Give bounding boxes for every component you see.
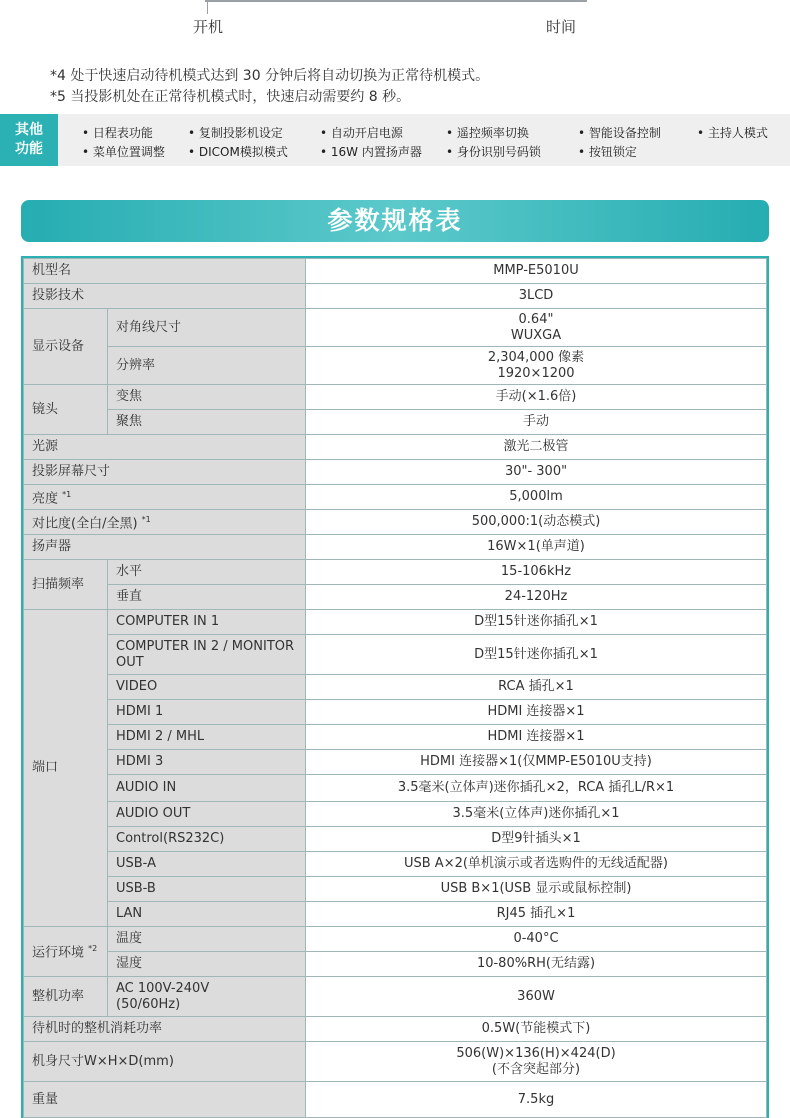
- row-label: 湿度: [108, 952, 306, 977]
- spec-table: [23, 258, 767, 1118]
- port-value: D型15针迷你插孔×1: [306, 610, 767, 635]
- table-row: [24, 535, 767, 560]
- port-name: Control(RS232C): [108, 827, 306, 852]
- table-row: [24, 927, 767, 952]
- footnotes: [50, 66, 489, 108]
- row-label: 待机时的整机消耗功率: [24, 1017, 306, 1042]
- table-row: [24, 877, 767, 902]
- value-line: 2,304,000 像素: [487, 349, 585, 365]
- table-row: [24, 485, 767, 510]
- spec-table-frame: [21, 256, 769, 1118]
- table-row: [24, 827, 767, 852]
- port-value: 3.5毫米(立体声)迷你插孔×2，RCA 插孔L/R×1: [306, 775, 767, 802]
- chart-remnant: [0, 0, 790, 50]
- row-value: 16W×1(单声道): [306, 535, 767, 560]
- feature-item: • 主持人模式: [697, 126, 768, 140]
- row-label: 光源: [24, 435, 306, 460]
- port-value: 3.5毫米(立体声)迷你插孔×1: [306, 802, 767, 827]
- feature-item: • 复制投影机设定: [188, 126, 283, 140]
- port-value: USB A×2(单机演示或者选购件的无线适配器): [306, 852, 767, 877]
- feature-item: • 16W 内置扬声器: [320, 145, 422, 159]
- table-row: [24, 347, 767, 385]
- footnote-5: *5 当投影机处在正常待机模式时，快速启动需要约 8 秒。: [50, 89, 411, 105]
- feature-item: • 身份识别号码锁: [446, 145, 541, 159]
- row-value: 500,000:1(动态模式): [306, 510, 767, 535]
- chart-left-label: 开机: [193, 18, 224, 36]
- row-sublabel: [108, 977, 306, 1017]
- table-row: [24, 852, 767, 877]
- row-label: 机身尺寸W×H×D(mm): [24, 1042, 306, 1082]
- row-label: 分辨率: [108, 347, 306, 385]
- table-row: [24, 385, 767, 410]
- row-value: 手动: [306, 410, 767, 435]
- row-value: 360W: [306, 977, 767, 1017]
- label-text: 亮度: [32, 491, 59, 507]
- value-line: 0.64": [518, 311, 554, 327]
- table-row: [24, 902, 767, 927]
- label-text: 对比度(全白/全黑): [32, 516, 138, 532]
- table-row: [24, 775, 767, 802]
- row-value: 7.5kg: [306, 1082, 767, 1118]
- port-name: LAN: [108, 902, 306, 927]
- row-value: MMP-E5010U: [306, 259, 767, 284]
- footnote-marker: *1: [62, 489, 72, 499]
- chart-right-label: 时间: [546, 18, 577, 36]
- port-name: COMPUTER IN 1: [108, 610, 306, 635]
- port-value: HDMI 连接器×1: [306, 725, 767, 750]
- row-label: 聚焦: [108, 410, 306, 435]
- port-value: D型9针插头×1: [306, 827, 767, 852]
- row-label: 重量: [24, 1082, 306, 1118]
- port-name: HDMI 2 / MHL: [108, 725, 306, 750]
- port-value: HDMI 连接器×1: [306, 700, 767, 725]
- row-value: 0-40°C: [306, 927, 767, 952]
- row-label: 垂直: [108, 585, 306, 610]
- row-label: [24, 510, 306, 535]
- row-label: [24, 485, 306, 510]
- port-name: HDMI 1: [108, 700, 306, 725]
- value-line: (不含突起部分): [491, 1061, 581, 1077]
- group-label: 端口: [24, 610, 108, 927]
- feature-item: • 自动开启电源: [320, 126, 403, 140]
- row-value: [306, 309, 767, 347]
- table-row: [24, 460, 767, 485]
- row-value: 10-80%RH(无结露): [306, 952, 767, 977]
- group-label: 显示设备: [24, 309, 108, 385]
- sublabel-line: (50/60Hz): [116, 996, 181, 1012]
- table-row: [24, 700, 767, 725]
- row-label: 投影屏幕尺寸: [24, 460, 306, 485]
- row-value: [306, 1042, 767, 1082]
- value-line: WUXGA: [510, 327, 562, 343]
- table-row: [24, 1082, 767, 1118]
- table-row: [24, 309, 767, 347]
- row-label: 机型名: [24, 259, 306, 284]
- row-value: [306, 347, 767, 385]
- table-row: [24, 750, 767, 775]
- chart-axis-line: [205, 0, 587, 2]
- table-row: [24, 635, 767, 675]
- port-value: RCA 插孔×1: [306, 675, 767, 700]
- other-functions-heading: [0, 114, 58, 166]
- heading-line-1: 其他: [15, 122, 43, 138]
- table-row: [24, 284, 767, 309]
- port-name: AUDIO IN: [108, 775, 306, 802]
- spec-title: 参数规格表: [21, 200, 769, 242]
- port-name: USB-A: [108, 852, 306, 877]
- row-value: 15-106kHz: [306, 560, 767, 585]
- row-label: 投影技术: [24, 284, 306, 309]
- table-row: [24, 610, 767, 635]
- row-value: 30"- 300": [306, 460, 767, 485]
- table-row: [24, 435, 767, 460]
- feature-item: • 遥控频率切换: [446, 126, 529, 140]
- port-value: HDMI 连接器×1(仅MMP-E5010U支持): [306, 750, 767, 775]
- table-row: [24, 675, 767, 700]
- port-value: RJ45 插孔×1: [306, 902, 767, 927]
- table-row: [24, 585, 767, 610]
- table-row: [24, 725, 767, 750]
- group-label: 镜头: [24, 385, 108, 435]
- row-label: 扬声器: [24, 535, 306, 560]
- table-row: [24, 977, 767, 1017]
- row-label: 变焦: [108, 385, 306, 410]
- feature-item: • 智能设备控制: [578, 126, 661, 140]
- row-label: 温度: [108, 927, 306, 952]
- footnote-marker: *1: [141, 514, 151, 524]
- label-text: 运行环境: [32, 945, 85, 961]
- table-row: [24, 1017, 767, 1042]
- row-value: 手动(×1.6倍): [306, 385, 767, 410]
- chart-axis-tick: [207, 0, 208, 14]
- table-row: [24, 802, 767, 827]
- group-label: 扫描频率: [24, 560, 108, 610]
- value-line: 1920×1200: [497, 365, 575, 381]
- table-row: [24, 259, 767, 284]
- table-row: [24, 952, 767, 977]
- table-row: [24, 410, 767, 435]
- port-name: COMPUTER IN 2 / MONITOR OUT: [108, 635, 306, 675]
- row-label: 对角线尺寸: [108, 309, 306, 347]
- table-row: [24, 510, 767, 535]
- feature-item: • DICOM模拟模式: [188, 145, 288, 159]
- port-name: AUDIO OUT: [108, 802, 306, 827]
- row-value: 24-120Hz: [306, 585, 767, 610]
- port-name: VIDEO: [108, 675, 306, 700]
- table-row: [24, 1042, 767, 1082]
- row-value: 0.5W(节能模式下): [306, 1017, 767, 1042]
- row-value: 激光二极管: [306, 435, 767, 460]
- feature-item: • 按钮锁定: [578, 145, 637, 159]
- other-functions-band: [0, 114, 790, 166]
- table-row: [24, 560, 767, 585]
- feature-item: • 日程表功能: [82, 126, 153, 140]
- row-value: 3LCD: [306, 284, 767, 309]
- port-value: D型15针迷你插孔×1: [306, 635, 767, 675]
- sublabel-line: AC 100V-240V: [116, 980, 210, 996]
- value-line: 506(W)×136(H)×424(D): [456, 1045, 616, 1061]
- feature-item: • 菜单位置调整: [82, 145, 165, 159]
- row-label: 水平: [108, 560, 306, 585]
- row-label: 整机功率: [24, 977, 108, 1017]
- group-label: [24, 927, 108, 977]
- footnote-marker: *2: [88, 944, 98, 954]
- port-value: USB B×1(USB 显示或鼠标控制): [306, 877, 767, 902]
- port-name: USB-B: [108, 877, 306, 902]
- row-value: 5,000lm: [306, 485, 767, 510]
- heading-line-2: 功能: [15, 141, 43, 157]
- footnote-4: *4 处于快速启动待机模式达到 30 分钟后将自动切换为正常待机模式。: [50, 68, 490, 84]
- port-name: HDMI 3: [108, 750, 306, 775]
